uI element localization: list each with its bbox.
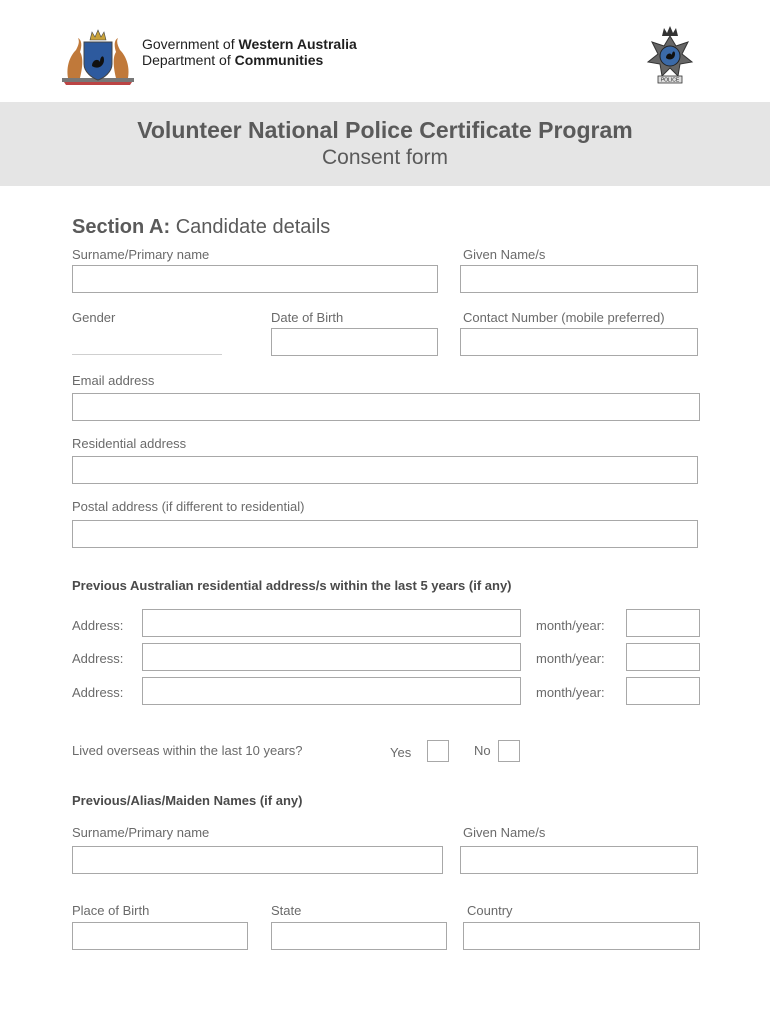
dob-field[interactable] [271, 328, 438, 356]
department-name [142, 52, 323, 68]
section-a-title [72, 216, 330, 239]
postal-address-field[interactable] [72, 520, 698, 548]
section-a-title-rest: Candidate details [170, 216, 331, 238]
contact-number-label: Contact Number (mobile preferred) [463, 310, 665, 325]
gov-bold: Western Australia [238, 36, 357, 52]
dept-bold: Communities [234, 52, 324, 68]
alias-given-name-field[interactable] [460, 846, 698, 874]
country-label: Country [467, 903, 513, 918]
form-subtitle: Consent form [321, 146, 449, 169]
prev-month-field-3[interactable] [626, 677, 700, 705]
prev-address-field-2[interactable] [142, 643, 521, 671]
alias-surname-field[interactable] [72, 846, 443, 874]
overseas-question: Lived overseas within the last 10 years? [72, 743, 303, 758]
prev-month-label-1: month/year: [536, 618, 605, 633]
given-name-label: Given Name/s [463, 247, 546, 262]
prev-month-label-3: month/year: [536, 685, 605, 700]
surname-field[interactable] [72, 265, 438, 293]
prev-month-label-2: month/year: [536, 651, 605, 666]
prev-address-label-3: Address: [72, 685, 124, 700]
previous-addresses-heading: Previous Australian residential address/s within the last 5 years (if any) [72, 578, 512, 593]
place-of-birth-field[interactable] [72, 922, 248, 950]
prev-month-field-2[interactable] [626, 643, 700, 671]
alias-names-heading: Previous/Alias/Maiden Names (if any) [72, 793, 303, 808]
title-banner [0, 102, 770, 186]
dob-label: Date of Birth [271, 310, 344, 325]
place-of-birth-label: Place of Birth [72, 903, 150, 918]
prev-address-field-3[interactable] [142, 677, 521, 705]
prev-month-field-1[interactable] [626, 609, 700, 637]
police-badge-text: POLICE [660, 77, 680, 84]
state-field[interactable] [271, 922, 447, 950]
state-label: State [271, 903, 302, 918]
email-label: Email address [72, 373, 155, 388]
overseas-no-checkbox[interactable] [498, 740, 520, 762]
country-field[interactable] [463, 922, 700, 950]
alias-given-name-label: Given Name/s [463, 825, 546, 840]
residential-address-field[interactable] [72, 456, 698, 484]
government-name [142, 36, 357, 52]
alias-surname-label: Surname/Primary name [72, 825, 210, 840]
surname-label: Surname/Primary name [72, 247, 210, 262]
section-a-title-bold: Section A: [72, 216, 171, 238]
gender-field[interactable] [72, 354, 222, 355]
prev-address-field-1[interactable] [142, 609, 521, 637]
prev-address-label-1: Address: [72, 618, 124, 633]
wa-police-badge-logo [640, 24, 700, 88]
gov-prefix: Government of [142, 36, 239, 52]
overseas-yes-label: Yes [390, 745, 412, 760]
given-name-field[interactable] [460, 265, 698, 293]
postal-address-label: Postal address (if different to residential) [72, 499, 305, 514]
residential-address-label: Residential address [72, 436, 187, 451]
gender-label: Gender [72, 310, 116, 325]
form-title: Volunteer National Police Certificate Program [137, 117, 633, 143]
overseas-no-label: No [474, 743, 491, 758]
wa-government-crest-logo [58, 26, 138, 86]
contact-number-field[interactable] [460, 328, 698, 356]
prev-address-label-2: Address: [72, 651, 124, 666]
overseas-yes-checkbox[interactable] [427, 740, 449, 762]
dept-prefix: Department of [142, 52, 235, 68]
email-field[interactable] [72, 393, 700, 421]
